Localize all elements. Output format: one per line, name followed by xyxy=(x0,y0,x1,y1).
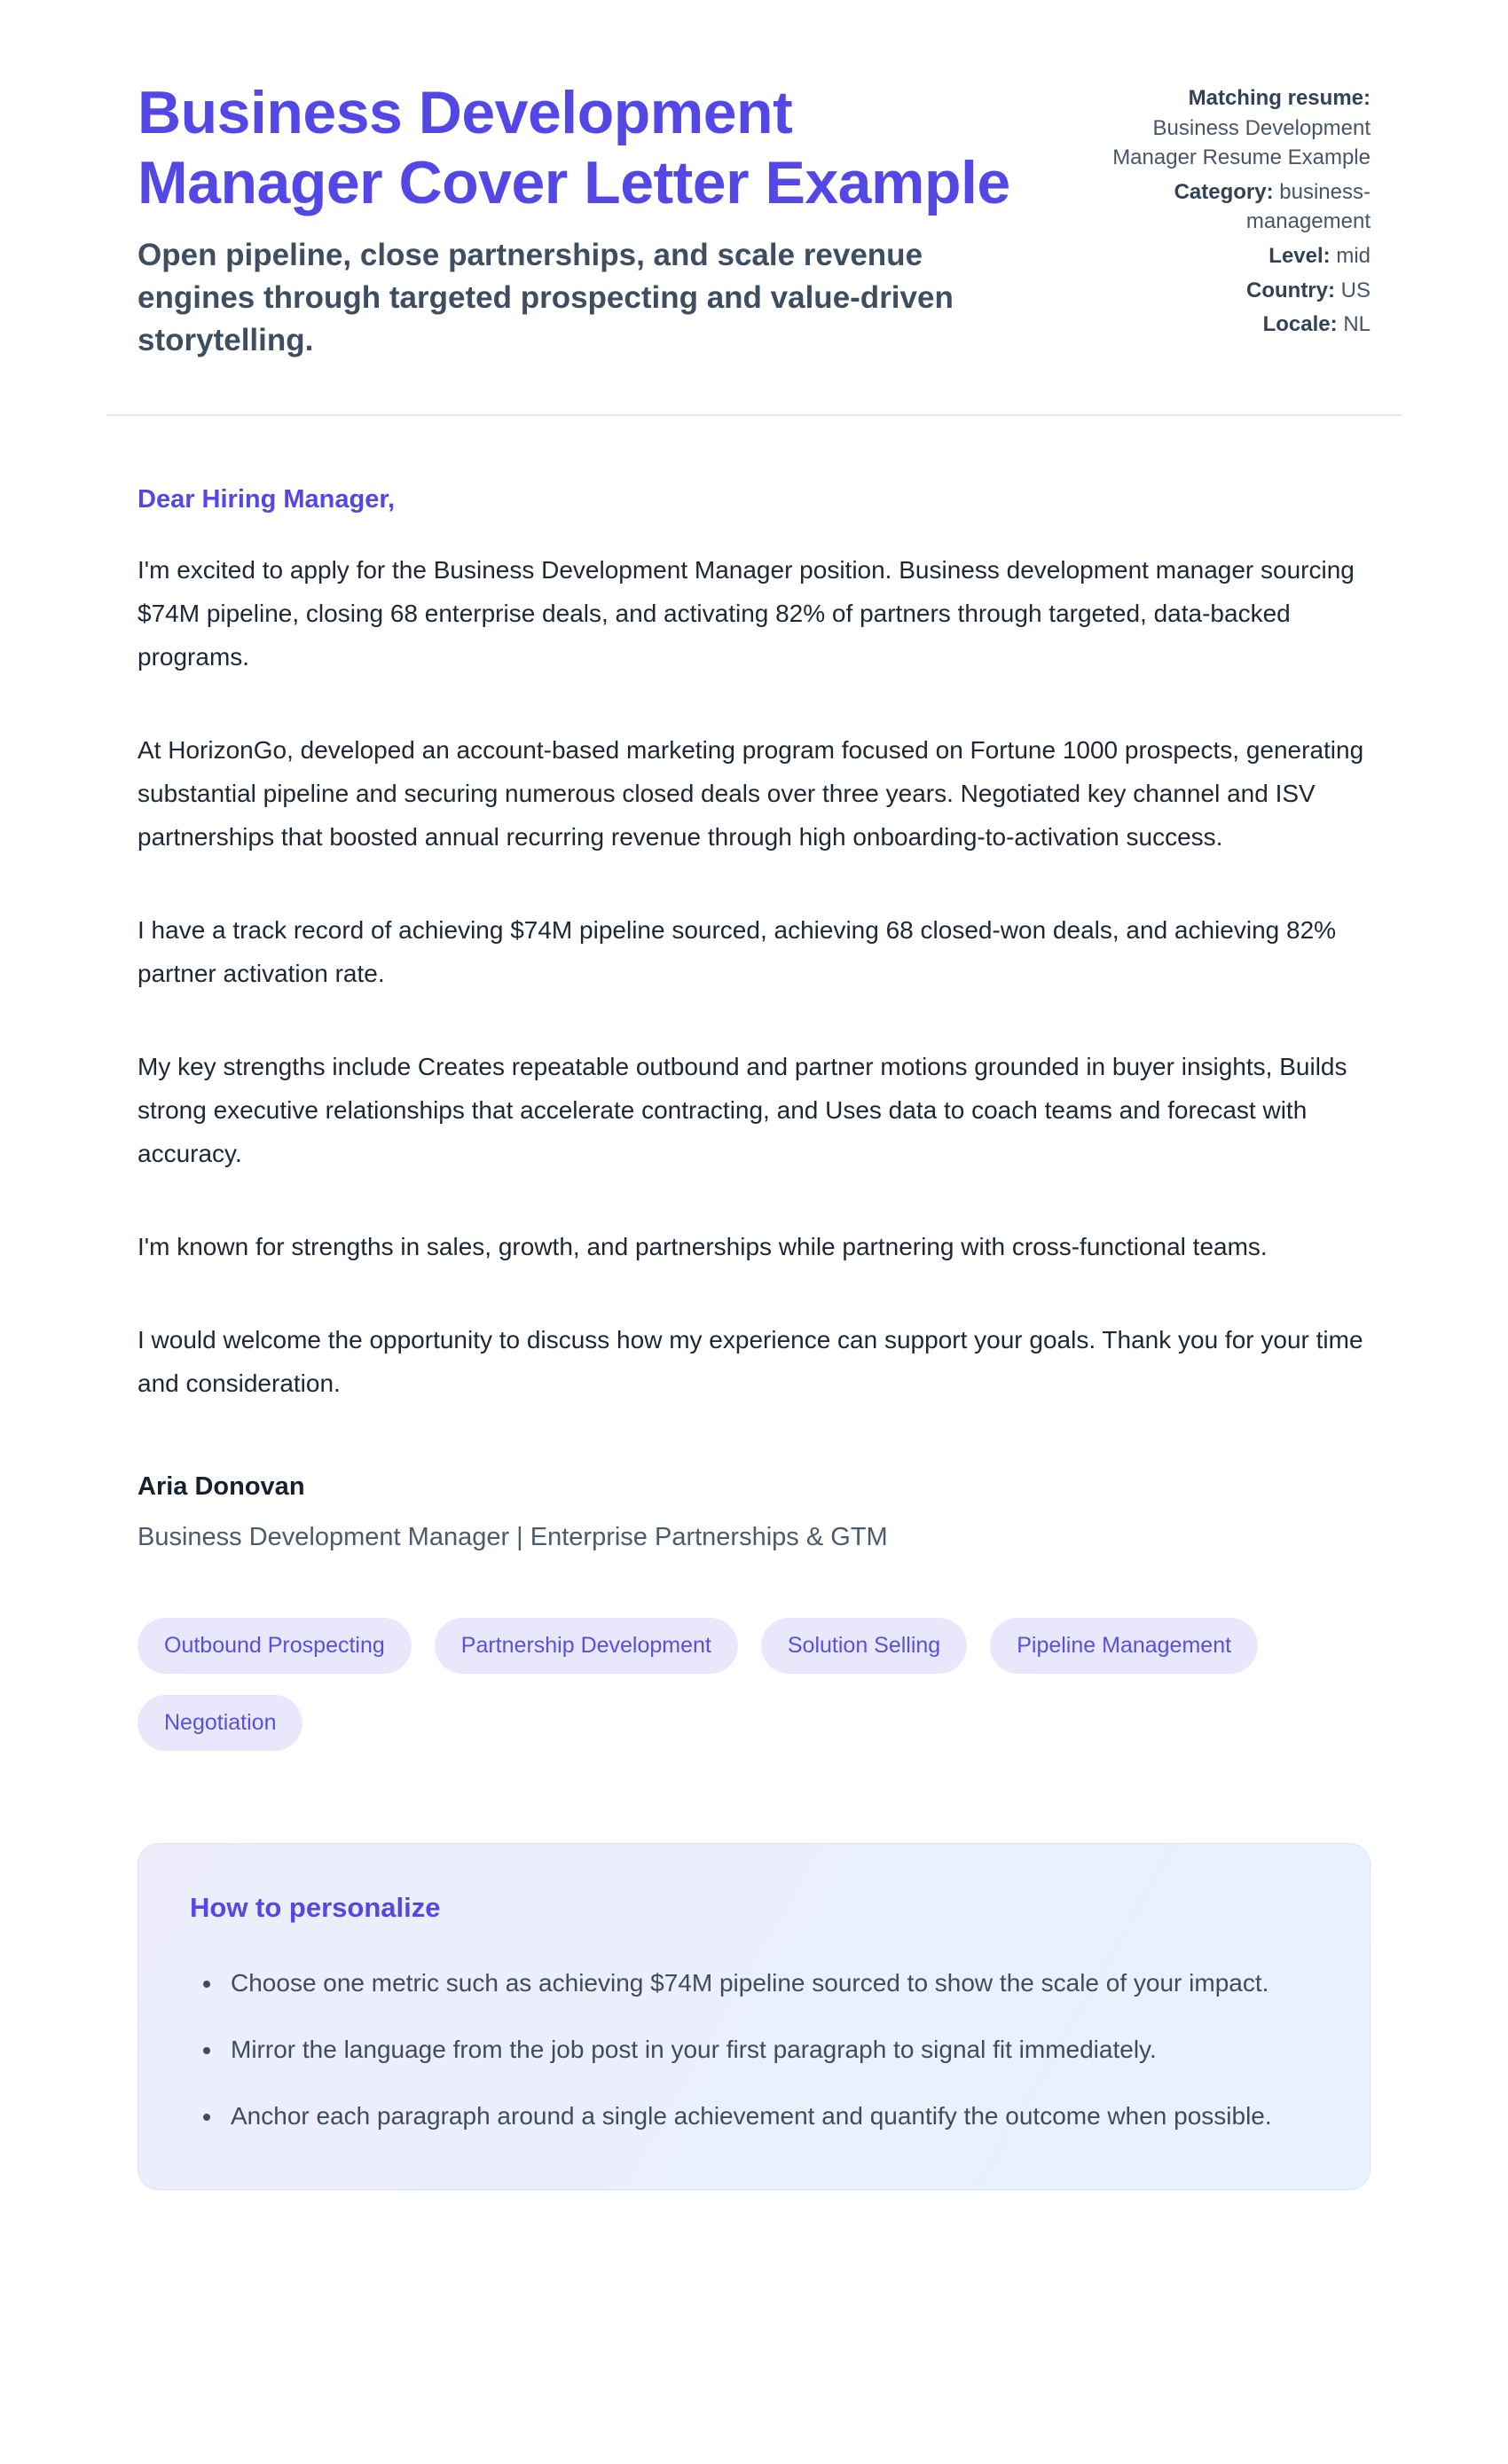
personalize-tip-2: • Mirror the language from the job post in your first paragraph to signal fit immediately. xyxy=(224,2028,1318,2071)
personalize-tip-3: • Anchor each paragraph around a single achievement and quantify the outcome when possible. xyxy=(224,2094,1318,2138)
personalize-box xyxy=(137,1843,1371,2190)
meta-matching-resume-value: Business Development Manager Resume Example xyxy=(1112,115,1371,170)
meta-locale-value: NL xyxy=(1343,312,1371,337)
skill-tags xyxy=(137,1618,1371,1751)
meta-level-value: mid xyxy=(1336,243,1371,268)
personalize-title: How to personalize xyxy=(190,1891,441,1923)
letter-paragraph-1: I'm excited to apply for the Business Development Manager position. Business development manager sourcing $74M pipeline, closing 68 enterprise deals, and activating 82% of partners through targeted, data-backed programs. xyxy=(137,555,1355,671)
letter-paragraph-5: I'm known for strengths in sales, growth, and partnerships while partnering with cross-functional teams. xyxy=(137,1232,1268,1260)
letter-paragraph-3: I have a track record of achieving $74M pipeline sourced, achieving 68 closed-won deals, and achieving 82% partner activation rate. xyxy=(137,915,1337,987)
skill-tag-outbound-prospecting[interactable]: Outbound Prospecting xyxy=(137,1618,412,1674)
meta-locale-label: Locale: xyxy=(1262,312,1338,337)
meta-category xyxy=(1104,177,1371,237)
skill-tag-pipeline-management[interactable]: Pipeline Management xyxy=(990,1618,1258,1674)
page-title xyxy=(137,78,1104,218)
salutation: Dear Hiring Manager, xyxy=(137,484,396,514)
meta-panel xyxy=(1104,78,1371,344)
page-subtitle: Open pipeline, close partnerships, and scale revenue engines through targeted prospecting and value-driven storytelling. xyxy=(137,237,954,358)
signature-title: Business Development Manager | Enterprise Partnerships & GTM xyxy=(137,1522,888,1551)
meta-country-label: Country: xyxy=(1246,278,1335,302)
page-header xyxy=(137,78,1371,363)
cover-letter-body xyxy=(137,485,1371,2190)
personalize-tip-1: • Choose one metric such as achieving $74M pipeline sourced to show the scale of your impact. xyxy=(224,1961,1318,2005)
header-divider xyxy=(106,414,1402,416)
skill-tag-partnership-development[interactable]: Partnership Development xyxy=(435,1618,738,1674)
meta-category-value: business-management xyxy=(1245,179,1371,234)
meta-level-label: Level: xyxy=(1268,243,1331,268)
page-title-line-2: Manager Cover Letter Example xyxy=(137,148,1010,216)
page-title-line-1: Business Development xyxy=(137,79,793,146)
meta-country-value: US xyxy=(1340,278,1371,302)
meta-matching-resume xyxy=(1104,83,1371,173)
meta-level xyxy=(1104,241,1371,271)
title-block xyxy=(137,78,1104,363)
meta-category-label: Category: xyxy=(1174,179,1274,204)
skill-tag-solution-selling[interactable]: Solution Selling xyxy=(761,1618,967,1674)
skill-tag-negotiation[interactable]: Negotiation xyxy=(137,1695,302,1751)
meta-locale xyxy=(1104,310,1371,340)
signature-name: Aria Donovan xyxy=(137,1471,305,1501)
letter-paragraph-4: My key strengths include Creates repeatable outbound and partner motions grounded in buyer insights, Builds strong executive relationships that accelerate contracting, and Uses data to coach teams and forecast with accuracy. xyxy=(137,1052,1347,1167)
letter-paragraph-6: I would welcome the opportunity to discuss how my experience can support your goals. Thank you for your time and consideration. xyxy=(137,1325,1363,1397)
meta-country xyxy=(1104,276,1371,306)
meta-matching-resume-label: Matching resume: xyxy=(1188,86,1371,110)
letter-paragraph-2: At HorizonGo, developed an account-based marketing program focused on Fortune 1000 prospects, generating substantial pipeline and securing numerous closed deals over three years. Negotiated key channel and ISV partnerships that boosted annual recurring revenue through high onboarding-to-activation success. xyxy=(137,735,1364,851)
personalize-list xyxy=(190,1961,1318,2138)
